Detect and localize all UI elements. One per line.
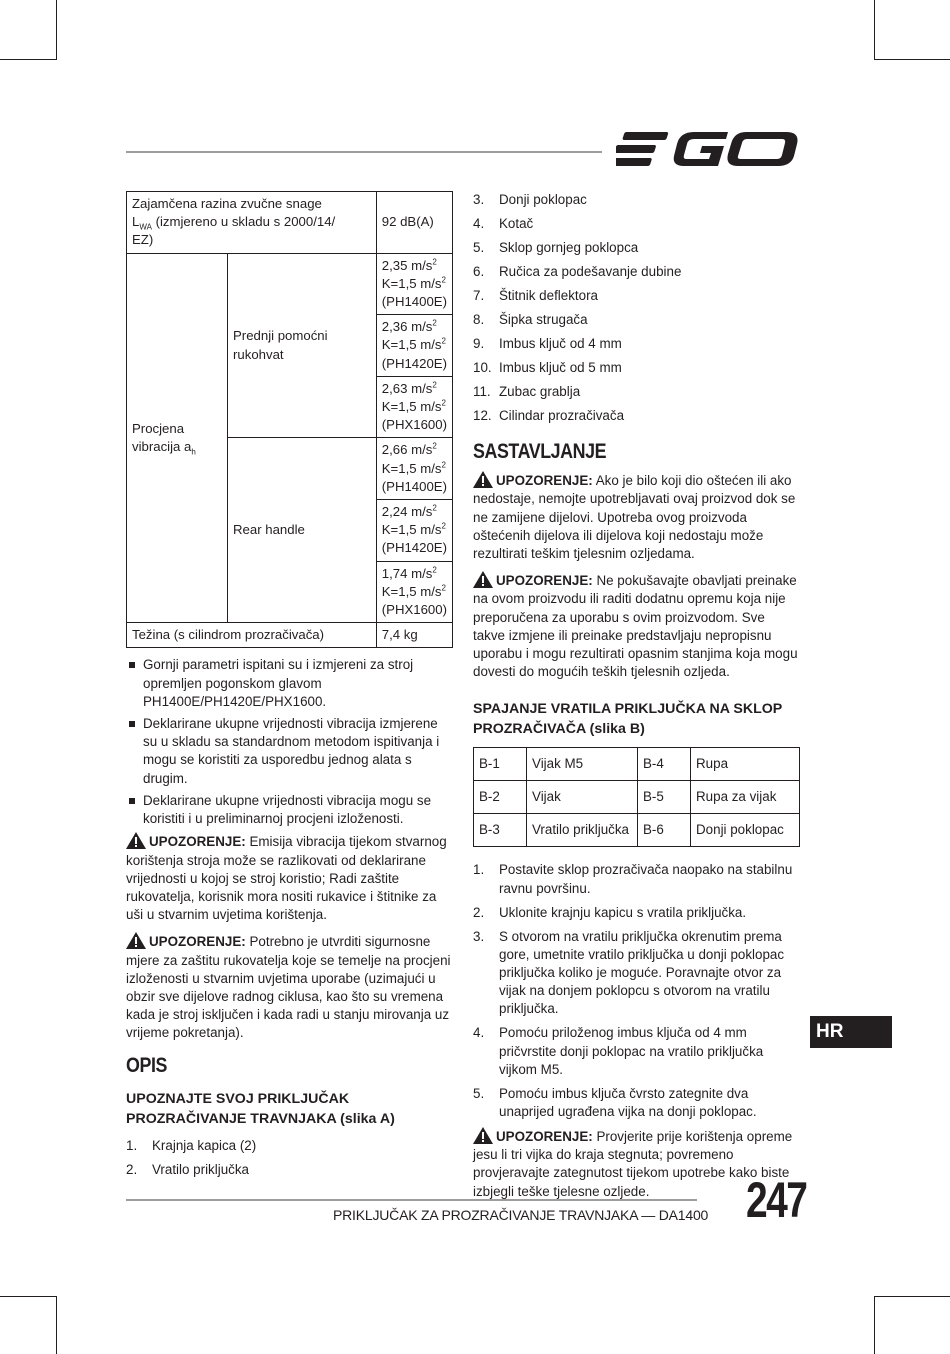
warning-label: UPOZORENJE: (496, 573, 593, 589)
crop-mark (0, 59, 57, 60)
vibration-value: 2,36 $m/s^2$ K=1,5 $m/s^2$ (PH1420E) (376, 315, 452, 377)
list-item: Deklarirane ukupne vrijednosti vibracija mogu se koristiti i u preliminarnoj procjeni izloženosti. (126, 792, 453, 828)
warning-paragraph (473, 571, 800, 681)
warning-text: Ne pokušavajte obavljati preinake na ovom proizvodu ili raditi dodatnu opremu koja nije preporučena za uporabu s ovim proizvodom. Sve takve izmjene ili preinake predstavljaju nepropisnu uporabu i mogu rezultirati opasnim stanjima koja mogu dovesti do mogućih teških tjelesnih ozljeda. (473, 573, 798, 680)
warning-paragraph (126, 832, 453, 924)
ego-logo (616, 128, 800, 170)
list-item: 9. Imbus ključ od 4 mm (473, 336, 622, 351)
parts-table (473, 747, 800, 847)
warning-label: UPOZORENJE: (149, 934, 246, 950)
subheading-assembly: SPAJANJE VRATILA PRIKLJUČKA NA SKLOP PROZRAČIVAČA (slika B) (473, 701, 783, 738)
table-cell: Rupa za vijak (691, 781, 800, 814)
front-handle-label: Prednji pomoćni rukohvat (228, 253, 377, 438)
warning-paragraph (126, 932, 453, 1042)
header-rule (126, 151, 602, 153)
list-item: 2. Uklonite krajnju kapicu s vratila priključka. (473, 904, 747, 920)
table-cell: Rupa (691, 748, 800, 781)
assembly-steps (473, 861, 800, 1121)
warning-text: Emisija vibracija tijekom stvarnog korištenja stroja može se razlikovati od deklarirane vrijednosti u kojoj se stroj koristio; Radi zaštite rukovatelja, korisnik mora nositi rukavice i štitnike za uši u stvarnim uvjetima korištenja. (126, 834, 447, 923)
warning-icon (473, 471, 493, 488)
crop-mark (0, 1296, 57, 1297)
list-item: 11. Zubac grablja (473, 384, 581, 399)
language-tab: HR (810, 1016, 892, 1048)
warning-icon (126, 932, 146, 949)
parts-list-continued (473, 191, 800, 425)
vibration-value: 1,74 $m/s^2$ K=1,5 $m/s^2$ (PHX1600) (376, 561, 452, 623)
crop-mark (874, 59, 950, 60)
table-cell: B-5 (638, 781, 691, 814)
table-cell: Vijak M5 (527, 748, 638, 781)
vibration-value: 2,66 $m/s^2$ K=1,5 $m/s^2$ (PH1400E) (376, 438, 452, 500)
table-cell: B-3 (474, 814, 527, 847)
footer-rule (126, 1199, 697, 1201)
spec-table (126, 191, 453, 648)
list-item: 6. Ručica za podešavanje dubine (473, 264, 682, 279)
list-item: Gornji parametri ispitani su i izmjereni za stroj opremljen pogonskom glavom PH1400E/PH1420E/PHX1600. (126, 656, 453, 711)
left-column (126, 191, 453, 1185)
table-cell: B-1 (474, 748, 527, 781)
section-heading-sastavljanje: SASTAVLJANJE (473, 440, 607, 464)
table-cell: B-4 (638, 748, 691, 781)
weight-value: 7,4 kg (376, 623, 452, 648)
table-cell: Vijak (527, 781, 638, 814)
list-item: 5. Sklop gornjeg poklopca (473, 240, 639, 255)
table-cell: Donji poklopac (691, 814, 800, 847)
list-item: 3. S otvorom na vratilu priključka okrenutim prema gore, umetnite vratilo priključka u donji poklopac priključka koliko je moguće. Poravnajte otvor za vijak na donjem poklopcu s otvorom na vratilu priključka. (473, 928, 785, 1017)
crop-mark (874, 1296, 950, 1297)
table-cell: B-2 (474, 781, 527, 814)
warning-paragraph (473, 471, 800, 563)
parts-list (126, 1137, 453, 1179)
list-item: 10. Imbus ključ od 5 mm (473, 360, 622, 375)
list-item: Deklarirane ukupne vrijednosti vibracija izmjerene su u skladu sa standardnom metodom ispitivanja i mogu se koristiti za usporedbu jednog alata s drugim. (126, 715, 453, 788)
crop-mark (56, 1296, 57, 1354)
rear-handle-label: Rear handle (228, 438, 377, 623)
warning-text: Ako je bilo koji dio oštećen ili ako nedostaje, nemojte upotrebljavati ovaj proizvod dok se ne zamijene dijelovi. Upotreba ovog proizvoda oštećenih dijelova ili dijelova koji nedostaju može rezultirati teškim tjelesnim ozljedama. (473, 473, 796, 562)
list-item: 1. Krajnja kapica (2) (126, 1137, 257, 1153)
list-item: 3. Donji poklopac (473, 192, 587, 207)
table-row (474, 781, 800, 814)
warning-icon (126, 832, 146, 849)
warning-text: Potrebno je utvrditi sigurnosne mjere za zaštitu rukovatelja koje se temelje na procjeni izloženosti u stvarnim uvjetima uporabe (uzimajući u obzir sve dijelove radnog ciklusa, kao što su vremena kada je stroj isključen i kada radi u stanju mirovanja uz vrijeme pokretanja). (126, 934, 451, 1041)
table-row (474, 814, 800, 847)
sound-power-value: 92 dB(A) (376, 192, 452, 254)
crop-mark (874, 0, 875, 60)
list-item: 2. Vratilo priključka (126, 1161, 249, 1177)
warning-icon (473, 571, 493, 588)
weight-label: Težina (s cilindrom prozračivača) (127, 623, 377, 648)
warning-label: UPOZORENJE: (496, 473, 593, 489)
notes-list (126, 656, 453, 828)
list-item: 12. Cilindar prozračivača (473, 408, 625, 423)
warning-label: UPOZORENJE: (149, 834, 246, 850)
subheading-parts: UPOZNAJTE SVOJ PRIKLJUČAK PROZRAČIVANJE TRAVNJAKA (slika A) (126, 1090, 395, 1127)
warning-label: UPOZORENJE: (496, 1129, 593, 1145)
list-item: 8. Šipka strugača (473, 312, 588, 327)
warning-icon (473, 1127, 493, 1144)
list-item: 1. Postavite sklop prozračivača naopako na stabilnu ravnu površinu. (473, 862, 793, 896)
page-number: 247 (746, 1172, 807, 1228)
table-row (474, 748, 800, 781)
vibration-value: 2,63 $m/s^2$ K=1,5 $m/s^2$ (PHX1600) (376, 376, 452, 438)
crop-mark (874, 1296, 875, 1354)
vibration-value: 2,35 $m/s^2$ K=1,5 $m/s^2$ (PH1400E) (376, 253, 452, 315)
right-column (473, 191, 800, 1209)
list-item: 4. Pomoću priloženog imbus ključa od 4 mm pričvrstite donji poklopac na vratilo priključka vijkom M5. (473, 1025, 764, 1077)
list-item: 7. Štitnik deflektora (473, 288, 598, 303)
sound-power-label: Zajamčena razina zvučne snage $L_{WA}$ (izmjereno u skladu s 2000/14/ EZ) (127, 192, 377, 254)
warning-text: Provjerite prije korištenja opreme jesu li tri vijka do kraja stegnuta; povremeno provjeravajte zategnutost tijekom upotrebe kako biste izbjegli teške tjelesne ozljede. (473, 1129, 793, 1199)
section-heading-opis: OPIS (126, 1053, 167, 1077)
crop-mark (56, 0, 57, 60)
table-cell: Vratilo priključka (527, 814, 638, 847)
footer-title: PRIKLJUČAK ZA PROZRAČIVANJE TRAVNJAKA — DA1400 (333, 1207, 709, 1223)
vibration-value: 2,24 $m/s^2$ K=1,5 $m/s^2$ (PH1420E) (376, 500, 452, 562)
list-item: 5. Pomoću imbus ključa čvrsto zategnite dva unaprijed ugrađena vijka na donji poklopac. (473, 1085, 757, 1120)
vibration-label: Procjena vibracija $a_h$ (127, 253, 228, 623)
table-cell: B-6 (638, 814, 691, 847)
list-item: 4. Kotač (473, 216, 534, 231)
